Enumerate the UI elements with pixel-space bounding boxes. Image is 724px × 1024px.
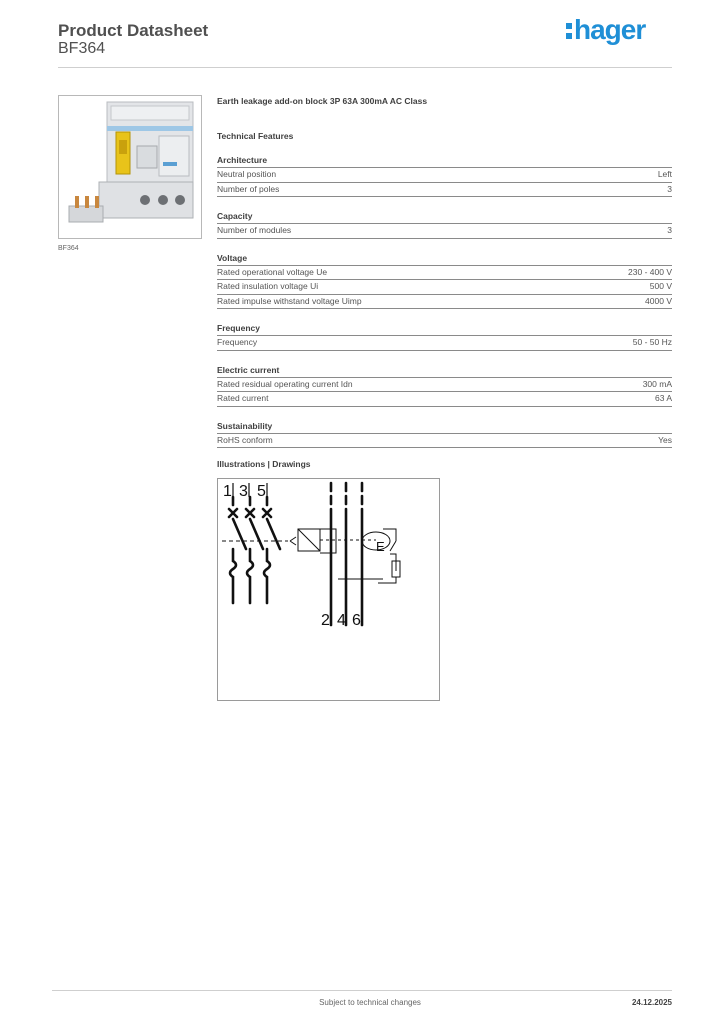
footer-note: Subject to technical changes xyxy=(319,998,421,1007)
spec-value: 3 xyxy=(667,225,672,235)
section-title: Frequency xyxy=(217,323,672,336)
technical-content xyxy=(217,96,672,448)
spec-label: Rated residual operating current Idn xyxy=(217,378,353,389)
spec-label: Rated impulse withstand voltage Uimp xyxy=(217,295,362,306)
spec-row xyxy=(217,295,672,310)
spec-label: Rated operational voltage Ue xyxy=(217,266,328,277)
terminal-label-bottom: 4 xyxy=(337,612,346,629)
spec-value: 50 - 50 Hz xyxy=(632,337,672,347)
terminal-label-top: 3 xyxy=(239,483,248,500)
spec-row xyxy=(217,183,672,198)
spec-value: 4000 V xyxy=(645,295,672,306)
spec-label: RoHS conform xyxy=(217,434,273,445)
wiring-diagram xyxy=(217,478,440,701)
illustrations-title: Illustrations | Drawings xyxy=(217,459,311,469)
spec-row xyxy=(217,336,672,351)
product-photo xyxy=(58,95,202,239)
spec-value: Left xyxy=(657,169,672,179)
wiring-diagram-drawing xyxy=(218,479,439,700)
brand-logo xyxy=(566,14,645,46)
terminal-label-top: 1 xyxy=(223,483,232,500)
header-divider xyxy=(58,67,672,68)
spec-value: 500 V xyxy=(649,281,672,291)
spec-row xyxy=(217,434,672,449)
section-electric-current xyxy=(217,365,672,407)
spec-value: 300 mA xyxy=(642,378,672,389)
section-title: Capacity xyxy=(217,211,672,224)
spec-row xyxy=(217,224,672,239)
section-title: Electric current xyxy=(217,365,672,378)
spec-label: Number of modules xyxy=(217,225,292,235)
product-code: BF364 xyxy=(58,40,106,57)
spec-row xyxy=(217,168,672,183)
spec-row xyxy=(217,392,672,407)
photo-caption: BF364 xyxy=(58,245,79,252)
terminal-label-top: 5 xyxy=(257,483,266,500)
section-capacity xyxy=(217,211,672,239)
spec-row xyxy=(217,266,672,281)
spec-value: Yes xyxy=(658,434,672,445)
spec-label: Rated current xyxy=(217,393,269,403)
spec-label: Rated insulation voltage Ui xyxy=(217,281,319,291)
spec-value: 3 xyxy=(667,183,672,194)
spec-label: Neutral position xyxy=(217,169,277,179)
spec-value: 230 - 400 V xyxy=(628,266,672,277)
section-sustainability xyxy=(217,421,672,449)
spec-row xyxy=(217,280,672,295)
logo-text: hager xyxy=(574,14,646,45)
footer-date: 24.12.2025 xyxy=(631,998,672,1007)
product-title: Earth leakage add-on block 3P 63A 300mA AC Class xyxy=(217,96,428,106)
spec-row xyxy=(217,378,672,393)
page-title: Product Datasheet xyxy=(58,21,209,40)
spec-label: Frequency xyxy=(217,337,258,347)
section-frequency xyxy=(217,323,672,351)
spec-label: Number of poles xyxy=(217,183,280,194)
terminal-label-bottom: 2 xyxy=(321,612,330,629)
coil-label: E xyxy=(376,539,385,554)
footer-divider xyxy=(52,990,672,991)
section-title: Architecture xyxy=(217,155,672,168)
technical-features-title: Technical Features xyxy=(217,131,294,141)
logo-colon-icon xyxy=(566,14,572,39)
spec-value: 63 A xyxy=(654,393,672,403)
terminal-label-bottom: 6 xyxy=(352,612,361,629)
section-title: Voltage xyxy=(217,253,672,266)
section-title: Sustainability xyxy=(217,421,672,434)
product-image-icon xyxy=(59,96,201,238)
section-voltage xyxy=(217,253,672,310)
section-architecture xyxy=(217,155,672,197)
